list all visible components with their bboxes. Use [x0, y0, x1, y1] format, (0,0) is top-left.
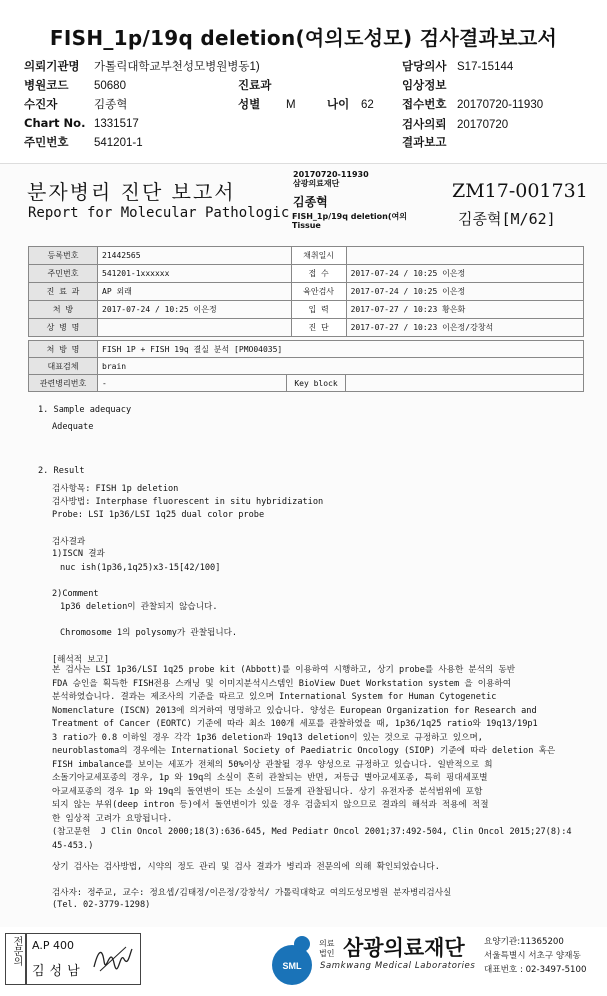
result-method: 검사방법: Interphase fluorescent in situ hybridization	[52, 497, 324, 507]
header-sex: 성별 M	[238, 97, 296, 111]
info-table	[28, 246, 584, 337]
page-title: FISH_1p/19q deletion(여의도성모) 검사결과보고서	[49, 26, 558, 50]
table-row: 등록번호 21442565 채취일시	[29, 247, 584, 265]
comment-1: 1p36 deletion이 관찰되지 않습니다.	[60, 602, 218, 612]
table-row: 관련병리번호 - Key block	[29, 375, 584, 392]
interpretation-line: 3 ratio가 0.8 이하일 경우 각각 1p36 deletion과 19q13 deletion이 있는 것으로 규정하고 있으며,	[52, 732, 483, 743]
result-probe: Probe: LSI 1p36/LSI 1q25 dual color probe	[52, 510, 265, 520]
interpretation-line: neuroblastoma의 경우에는 International Society of Paediatric Oncology (SIOP) 기준에 따라 deletion 혹은	[52, 746, 556, 756]
header-age: 나이 62	[327, 97, 374, 111]
report-title-korean: 분자병리 진단 보고서	[27, 180, 236, 204]
interpretation-head: [해석적 보고]	[52, 655, 110, 665]
logo-text: SML	[282, 961, 302, 971]
interpretation-line: 본 검사는 LSI 1p36/LSI 1q25 probe kit (Abbott)를 이용하여 시행하고, 상기 probe를 사용한 분석의 동반	[52, 665, 516, 675]
interpretation-line: (참고문헌 J Clin Oncol 2000;18(3):636-645, Med Pediatr Oncol 2001;37:492-504, Clin Oncol 2015;27(8):4	[52, 827, 572, 837]
header-institution: 의뢰기관명 가톨릭대학교부천성모병원병동1)	[24, 59, 260, 73]
table-row: 진 료 과 AP 외래 육안검사 2017-07-24 / 10:25 이은정	[29, 283, 584, 301]
signature-icon	[90, 941, 134, 977]
section-result-title: 2. Result	[38, 466, 85, 476]
confirmation-text: 상기 검사는 검사방법, 시약의 정도 관리 및 검사 결과가 병리과 전문의에 의해 확인되었습니다.	[52, 862, 440, 872]
table-row: 주민번호 541201-1xxxxxx 접 수 2017-07-24 / 10:25 이은정	[29, 265, 584, 283]
case-number: ZM17-001731	[452, 180, 588, 202]
interpretation-line: FDA 승인을 획득한 FISH전용 스캐닝 및 이미지분석시스템인 BioView Duet Workstation system 을 이용하여	[52, 678, 512, 689]
signer-name: 김성남	[32, 964, 85, 979]
header-request: 검사의뢰 20170720	[402, 117, 509, 131]
header-chart: Chart No. 1331517	[24, 116, 139, 130]
interpretation-line: 분석하였습니다. 결과는 제조사의 기준을 따르고 있으며 International System for Human Cytogenetic	[52, 692, 497, 702]
interpretation-line: FISH imbalance를 보이는 세포가 전체의 50%이상 관찰될 경우 양성으로 규정하고 있습니다. 일반적으로 희	[52, 759, 493, 770]
case-patient: 김종혁[M/62]	[458, 210, 556, 228]
interpretation-line: 45-453.)	[52, 840, 94, 851]
header-patient: 수진자 김종혁	[24, 97, 128, 111]
comment-head: 2)Comment	[52, 589, 99, 599]
org-name: 삼광의료재단	[343, 936, 465, 960]
comment-2: Chromosome 1의 polysomy가 관찰됩니다.	[60, 628, 238, 638]
header-rrn: 주민번호 541201-1	[24, 135, 143, 149]
org-english: Samkwang Medical Laboratories	[320, 961, 476, 971]
result-item: 검사항목: FISH 1p deletion	[52, 484, 179, 494]
header-result: 결과보고	[402, 135, 447, 149]
header-clinical: 임상정보	[402, 78, 447, 92]
section-sample-title: 1. Sample adequacy	[38, 405, 132, 415]
section-sample-value: Adequate	[52, 422, 94, 432]
tel-text: (Tel. 02-3779-1298)	[52, 900, 151, 910]
specimen-label-bottom: FISH_1p/19q deletion(여의 Tissue	[292, 212, 407, 230]
interpretation-line: 되지 않는 부위(deep intron 등)에서 돌연변이가 있을 경우 검출되지 않으므로 결과의 해석과 적용에 적절	[52, 800, 489, 810]
specimen-label-top: 20170720-11930 삼광의료재단	[293, 170, 369, 188]
table-row: 상 병 명 진 단 2017-07-27 / 10:23 이은정/강창석	[29, 319, 584, 337]
org-prefix: 의료 법인	[319, 939, 335, 958]
table-row: 처 방 2017-07-24 / 10:25 이은정 입 력 2017-07-27 / 10:23 황은화	[29, 301, 584, 319]
order-table	[28, 340, 584, 392]
result-head: 검사결과	[52, 537, 86, 547]
table-row: 대표검체 brain	[29, 358, 584, 375]
iscn-value: nuc ish(1p36,1q25)x3-15[42/100]	[60, 563, 221, 573]
iscn-head: 1)ISCN 결과	[52, 549, 105, 559]
interpretation-line: Treatment of Cancer (EORTC) 기준에 따라 최소 100개 세포를 관찰하였을 때, 1p36/1q25 ratio와 19q13/19p1	[52, 719, 538, 729]
header-receipt: 접수번호 20170720-11930	[402, 97, 544, 111]
header-hospital-code: 병원코드 50680	[24, 78, 126, 92]
ap-number: A.P 400	[32, 939, 74, 952]
interpretation-line: 소돌기아교세포종의 경우, 1p 와 19q의 소실이 흔히 관찰되는 반면, 저등급 별아교세포종, 특히 핑대세포별	[52, 773, 488, 783]
interpretation-line: 아교세포종의 경우 1p 와 19q의 돌연변이 또는 소실이 드물게 관찰됩니다. 상기 유전자중 분석범위에 포함	[52, 786, 483, 797]
table-row: 처 방 명 FISH 1P + FISH 19q 결실 분석 [PMO04035]	[29, 341, 584, 358]
interpretation-line: 한 임상적 고려가 요망됩니다.	[52, 813, 173, 824]
report-title-english: Report for Molecular Pathologic	[28, 205, 290, 221]
specialist-label: 전문의	[5, 933, 27, 985]
header-dept: 진료과	[238, 78, 272, 92]
header-doctor: 담당의사 S17-15144	[402, 59, 514, 73]
interpretation-line: Nomenclature (ISCN) 2013에 의거하여 명명하고 있습니다. 양성은 European Organization for Research and	[52, 705, 537, 716]
examiner-text: 검사자: 정주교, 교수: 정요셉/김태정/이은정/강창석/ 가톨릭대학교 여의도성모병원 분자병리검사실	[52, 888, 452, 898]
org-contact: 요양기관:11365200 서울특별시 서초구 양재동 대표번호 : 02-3497-5100	[484, 937, 587, 975]
specimen-label-name: 김종혁	[293, 195, 328, 209]
